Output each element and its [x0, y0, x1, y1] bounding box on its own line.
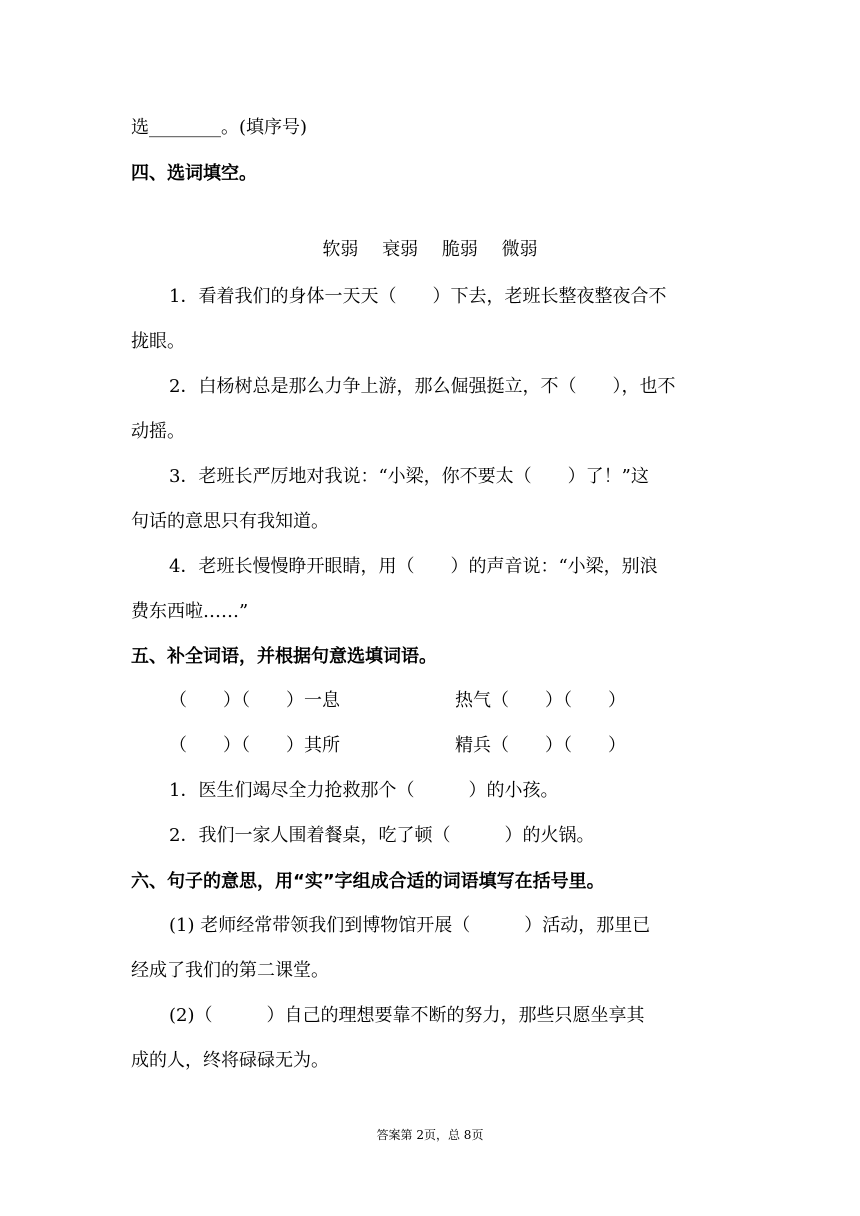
question-5-2: 2．我们一家人围着餐桌，吃了顿（ ）的火锅。	[169, 825, 595, 846]
fill-line-continued: 选________。(填序号)	[131, 117, 308, 138]
word-bank-item: 微弱	[501, 239, 538, 260]
question-5-1: 1．医生们竭尽全力抢救那个（ ）的小孩。	[169, 780, 559, 801]
word-bank	[0, 238, 860, 262]
idiom-blank-3: （ ）（ ）其所	[169, 735, 340, 756]
word-bank-item: 脆弱	[441, 239, 478, 260]
question-6-1-cont: 经成了我们的第二课堂。	[131, 960, 329, 981]
word-bank-item: 衰弱	[382, 239, 419, 260]
question-6-2: (2)（ ）自己的理想要靠不断的努力，那些只愿坐享其	[169, 1005, 645, 1026]
question-4-1: 1．看着我们的身体一天天（ ）下去，老班长整夜整夜合不	[169, 286, 667, 307]
section-heading-6: 六、句子的意思，用“实”字组成合适的词语填写在括号里。	[131, 871, 605, 892]
idiom-blank-1: （ ）（ ）一息	[169, 690, 340, 711]
idiom-blank-4: 精兵（ ）（ ）	[455, 735, 626, 756]
page-footer: 答案第 2页，总 8页	[376, 1128, 484, 1142]
section-heading-5: 五、补全词语，并根据句意选填词语。	[131, 646, 437, 667]
section-heading-4: 四、选词填空。	[131, 163, 257, 184]
question-4-3: 3．老班长严厉地对我说：“小梁，你不要太（ ）了！”这	[169, 466, 649, 487]
question-4-4-cont: 费东西啦……”	[131, 601, 249, 622]
question-4-4: 4．老班长慢慢睁开眼睛，用（ ）的声音说：“小梁，别浪	[169, 556, 658, 577]
question-6-1: (1) 老师经常带领我们到博物馆开展（ ）活动，那里已	[169, 915, 651, 936]
word-bank-item: 软弱	[322, 239, 359, 260]
question-6-2-cont: 成的人，终将碌碌无为。	[131, 1050, 329, 1071]
idiom-blank-2: 热气（ ）（ ）	[455, 690, 626, 711]
question-4-1-cont: 拢眼。	[131, 331, 185, 352]
question-4-2-cont: 动摇。	[131, 421, 185, 442]
question-4-2: 2．白杨树总是那么力争上游，那么倔强挺立，不（ ），也不	[169, 376, 676, 397]
question-4-3-cont: 句话的意思只有我知道。	[131, 511, 329, 532]
